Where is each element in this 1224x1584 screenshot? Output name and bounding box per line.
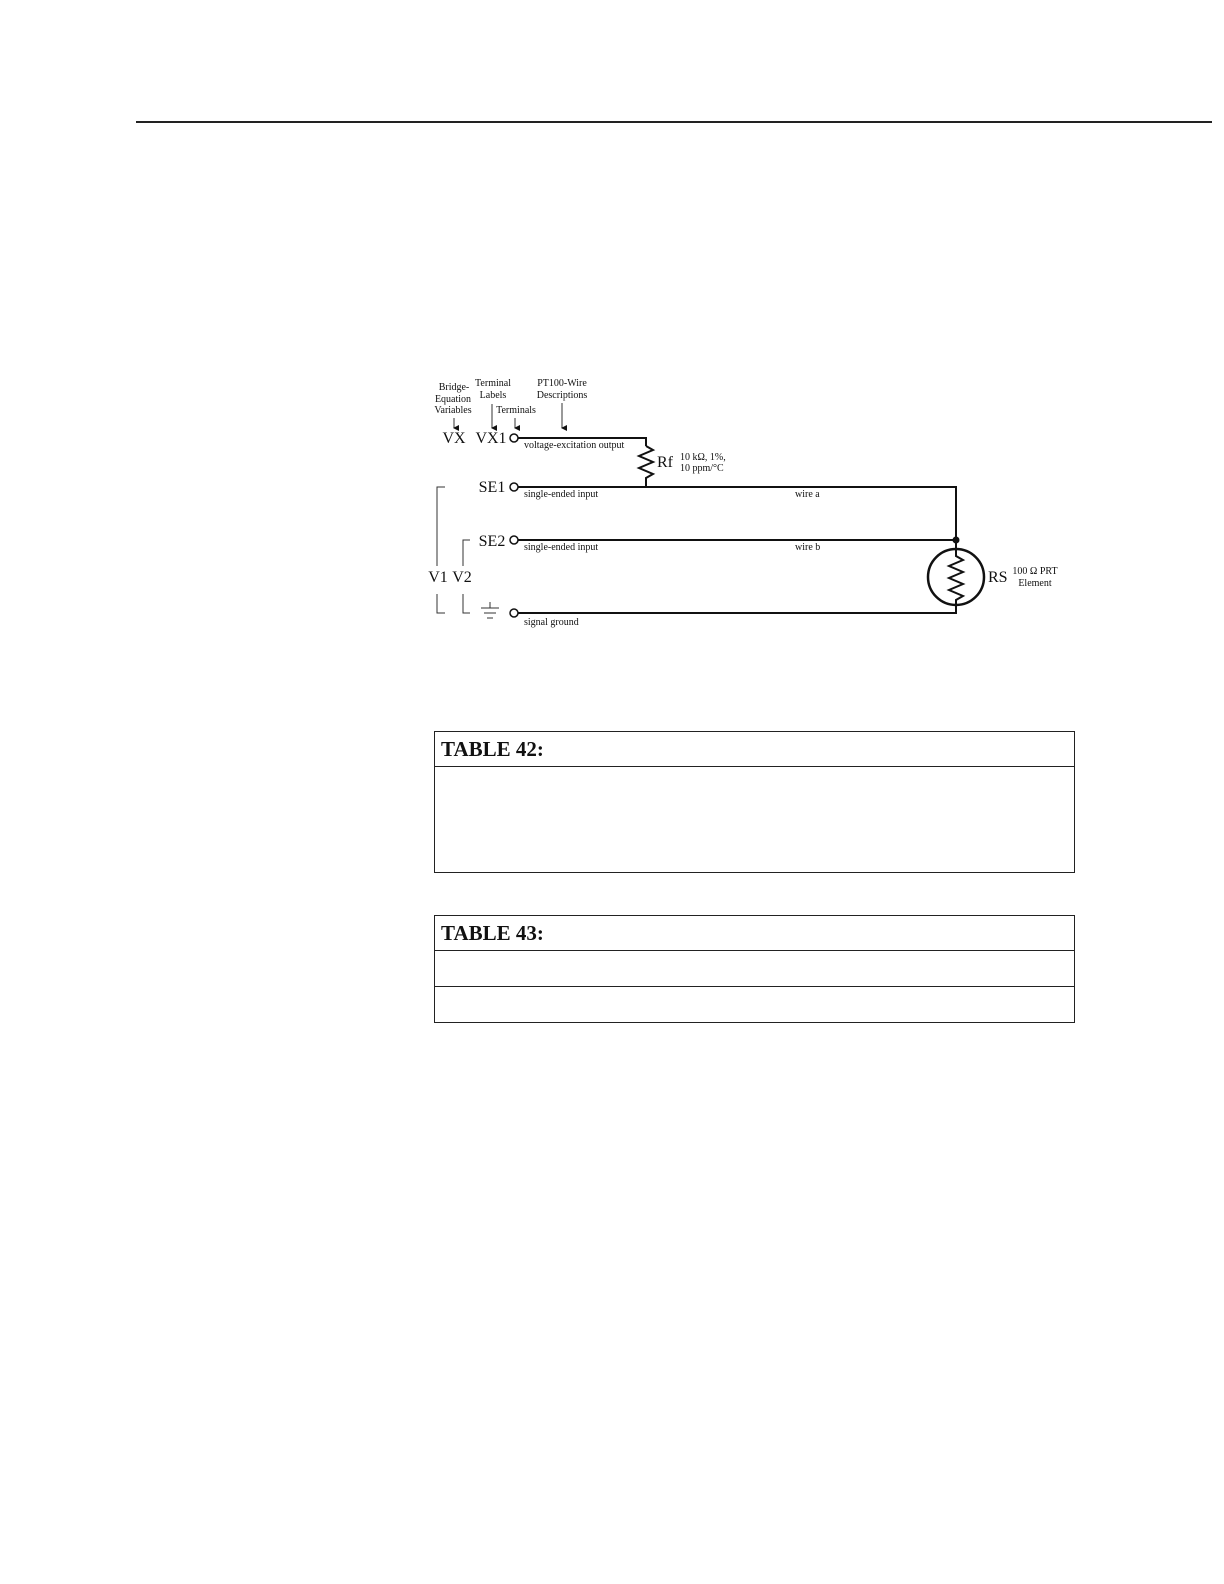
descriptions-label-1: PT100-Wire (537, 378, 587, 389)
se2-description: single-ended input (524, 542, 599, 553)
wire-b-label: wire b (795, 542, 821, 553)
terminal-labels-label-1: Terminal (475, 378, 511, 389)
rs-spec-1: 100 Ω PRT (1012, 566, 1058, 577)
bridge-variables-label-2: Equation (434, 394, 472, 405)
table-42-title: TABLE 42: (435, 732, 1074, 767)
resistor-rf-icon (639, 446, 653, 487)
table-43-title: TABLE 43: (435, 916, 1074, 951)
ground-icon (481, 602, 499, 618)
table-42-body (435, 767, 1074, 872)
table-42 (434, 731, 1075, 873)
rf-label: Rf (657, 454, 673, 471)
terminal-se2: SE2 (478, 533, 506, 550)
terminals-label: Terminals (496, 405, 536, 416)
variable-v2: V2 (452, 569, 472, 586)
table-43 (434, 915, 1075, 1023)
ground-description: signal ground (524, 617, 579, 628)
terminal-se2-icon (510, 536, 518, 544)
terminal-vx1: VX1 (475, 430, 507, 447)
terminal-labels-label-2: Labels (479, 390, 507, 401)
se1-description: single-ended input (524, 489, 599, 500)
terminal-ground-icon (510, 609, 518, 617)
bridge-variables-label-1: Bridge- (438, 382, 470, 393)
bridge-variables-label-3: Variables (434, 405, 472, 416)
terminal-vx1-icon (510, 434, 518, 442)
descriptions-label-2: Descriptions (536, 390, 588, 401)
header-labels (434, 378, 587, 416)
v1-bracket (437, 487, 445, 613)
rs-element-icon (928, 549, 984, 605)
vx1-description: voltage-excitation output (524, 440, 625, 451)
wire-a-label: wire a (795, 489, 820, 500)
rf-spec-2: 10 ppm/°C (680, 463, 724, 474)
rs-label: RS (988, 569, 1008, 586)
terminal-se1-icon (510, 483, 518, 491)
variable-v1: V1 (428, 569, 448, 586)
prt-wiring-diagram (0, 0, 1224, 700)
table-43-row (435, 987, 1074, 1022)
rf-spec-1: 10 kΩ, 1%, (680, 452, 726, 463)
wire-ground (518, 604, 956, 613)
table-43-row (435, 951, 1074, 987)
rs-spec-2: Element (1018, 578, 1052, 589)
terminal-se1: SE1 (478, 479, 506, 496)
variable-vx: VX (442, 430, 466, 447)
